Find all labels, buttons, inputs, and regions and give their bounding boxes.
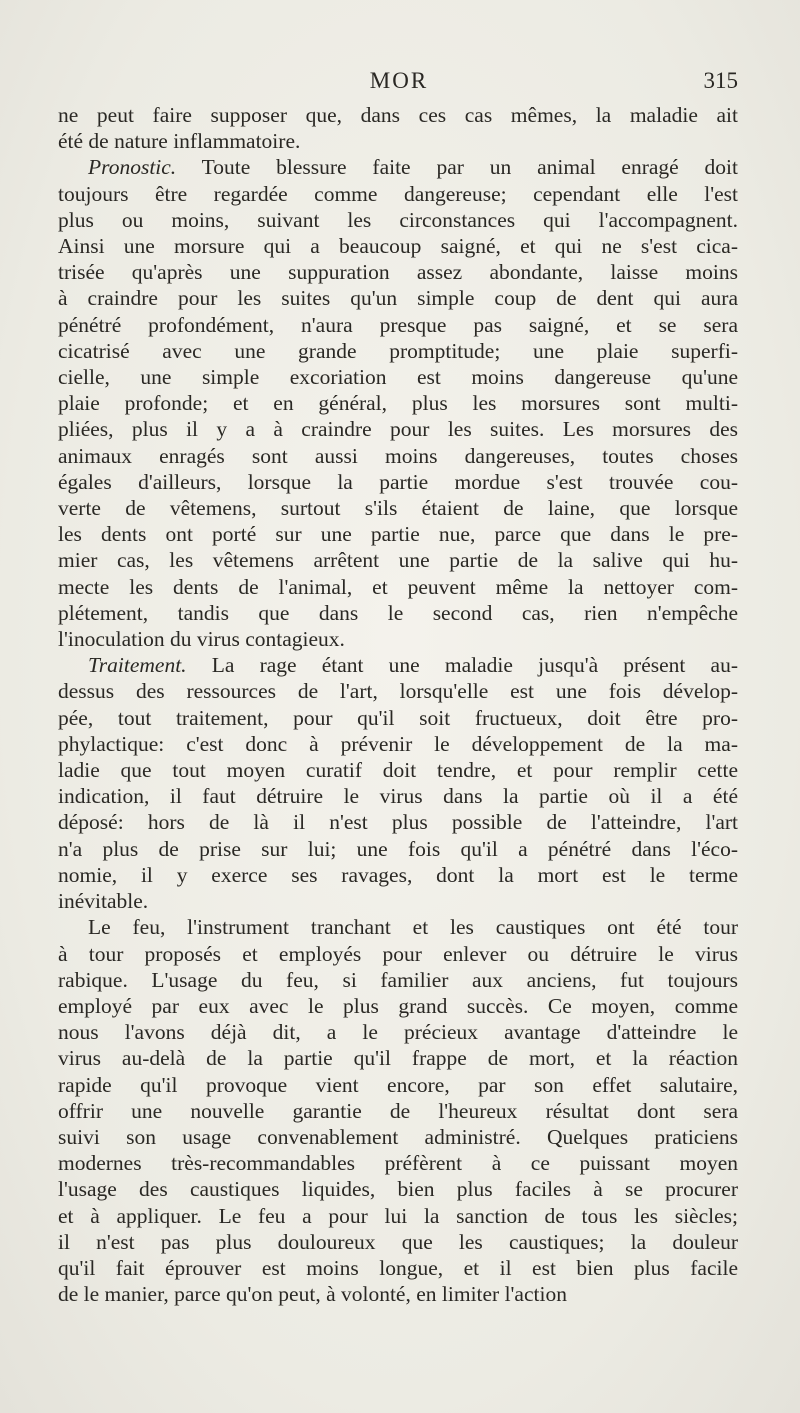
line-text: Ainsi une morsure qui a beaucoup saigné, et qui ne s'est cica- [58,234,738,259]
line-text: pée, tout traitement, pour qu'il soit fructueux, doit être pro- [58,705,738,730]
text-line [58,888,738,914]
text-line [58,102,738,128]
line-text: à tour proposés et employés pour enlever ou détruire le virus [58,941,738,966]
line-text: employé par eux avec le plus grand succès. Ce moyen, comme [58,993,738,1018]
line-text: qu'il fait éprouver est moins longue, et il est bien plus facile [58,1255,738,1280]
line-text: Toute blessure faite par un animal enragé doit [176,155,738,180]
text-line [58,1019,738,1045]
text-line [58,181,738,207]
line-text: mier cas, les vêtemens arrêtent une partie de la salive qui hu- [58,548,738,573]
running-head: MOR [369,68,429,93]
line-text: animaux enragés sont aussi moins dangereuses, toutes choses [58,443,738,468]
body-text [58,102,738,1307]
line-text: rabique. L'usage du feu, si familier aux anciens, fut toujours [58,967,738,992]
line-text: Le feu, l'instrument tranchant et les caustiques ont été tour [88,915,738,940]
line-text: offrir une nouvelle garantie de l'heureux résultat dont sera [58,1098,738,1123]
text-line [58,469,738,495]
section-lead: Traitement. [88,653,187,678]
text-line [58,128,738,154]
text-line [58,207,738,233]
page-header [60,68,738,102]
line-text: toujours être regardée comme dangereuse; cependant elle l'est [58,181,738,206]
text-line [58,914,738,940]
paragraph [58,914,738,1307]
text-line [58,390,738,416]
text-line [58,1045,738,1071]
line-text: pliées, plus il y a à craindre pour les suites. Les morsures des [58,417,738,442]
line-text: virus au-delà de la partie qu'il frappe de mort, et la réaction [58,1046,738,1071]
text-line [58,1072,738,1098]
text-line [58,416,738,442]
text-line [58,757,738,783]
text-line [58,783,738,809]
line-text: modernes très-recommandables préfèrent à ce puissant moyen [58,1151,738,1176]
text-line [58,626,738,652]
text-line [58,993,738,1019]
text-line [58,1150,738,1176]
text-line [58,1255,738,1281]
line-text: et à appliquer. Le feu a pour lui la sanction de tous les siècles; [58,1203,738,1228]
text-line [58,731,738,757]
text-line [58,836,738,862]
line-text: pénétré profondément, n'aura presque pas saigné, et se sera [58,312,738,337]
line-text: nomie, il y exerce ses ravages, dont la mort est le terme [58,862,738,887]
text-line [58,1124,738,1150]
line-text: dessus des ressources de l'art, lorsqu'elle est une fois dévelop- [58,679,738,704]
line-text: l'usage des caustiques liquides, bien plus faciles à se procurer [58,1177,738,1202]
text-line [58,312,738,338]
line-text: plus ou moins, suivant les circonstances qui l'accompagnent. [58,207,738,232]
paragraph [58,102,738,154]
text-line [58,1176,738,1202]
line-text: à craindre pour les suites qu'un simple coup de dent qui aura [58,286,738,311]
line-text: l'inoculation du virus contagieux. [58,627,345,652]
line-text: n'a plus de prise sur lui; une fois qu'il a pénétré dans l'éco- [58,836,738,861]
text-line [58,809,738,835]
line-text: nous l'avons déjà dit, a le précieux avantage d'atteindre le [58,1020,738,1045]
text-line [58,862,738,888]
text-line [58,338,738,364]
line-text: il n'est pas plus douloureux que les caustiques; la douleur [58,1229,738,1254]
text-line [58,521,738,547]
text-line [58,1203,738,1229]
line-text: mecte les dents de l'animal, et peuvent même la nettoyer com- [58,574,738,599]
text-line [58,443,738,469]
text-line [58,547,738,573]
text-line [58,1229,738,1255]
line-text: verte de vêtemens, surtout s'ils étaient de laine, que lorsque [58,496,738,521]
text-line [58,285,738,311]
text-line [58,154,738,180]
line-text: trisée qu'après une suppuration assez abondante, laisse moins [58,260,738,285]
text-line [58,967,738,993]
line-text: ne peut faire supposer que, dans ces cas mêmes, la maladie ait [58,103,738,127]
text-line [58,233,738,259]
line-text: rapide qu'il provoque vient encore, par son effet salutaire, [58,1072,738,1097]
line-text: cicatrisé avec une grande promptitude; une plaie superfi- [58,338,738,363]
line-text: indication, il faut détruire le virus dans la partie où il a été [58,784,738,809]
paragraph [58,652,738,914]
line-text: été de nature inflammatoire. [58,129,301,154]
paragraph [58,154,738,652]
text-line [58,705,738,731]
text-line [58,364,738,390]
line-text: La rage étant une maladie jusqu'à présent au- [186,653,738,678]
text-line [58,574,738,600]
line-text: de le manier, parce qu'on peut, à volonté, en limiter l'action [58,1282,567,1307]
text-line [58,678,738,704]
line-text: cielle, une simple excoriation est moins dangereuse qu'une [58,365,738,390]
line-text: déposé: hors de là il n'est plus possible de l'atteindre, l'art [58,810,738,835]
line-text: inévitable. [58,889,149,914]
line-text: les dents ont porté sur une partie nue, parce que dans le pre- [58,522,738,547]
line-text: suivi son usage convenablement administré. Quelques praticiens [58,1124,738,1149]
line-text: ladie que tout moyen curatif doit tendre, et pour remplir cette [58,758,738,783]
line-text: plétement, tandis que dans le second cas, rien n'empêche [58,600,738,625]
line-text: phylactique: c'est donc à prévenir le développement de la ma- [58,731,738,756]
line-text: égales d'ailleurs, lorsque la partie mordue s'est trouvée cou- [58,469,738,494]
section-lead: Pronostic. [88,155,177,180]
text-line [58,941,738,967]
text-line [58,600,738,626]
line-text: plaie profonde; et en général, plus les morsures sont multi- [58,391,738,416]
text-line [58,495,738,521]
text-line [58,1281,738,1307]
text-line [58,652,738,678]
text-line [58,1098,738,1124]
text-line [58,259,738,285]
page-number: 315 [703,68,738,93]
